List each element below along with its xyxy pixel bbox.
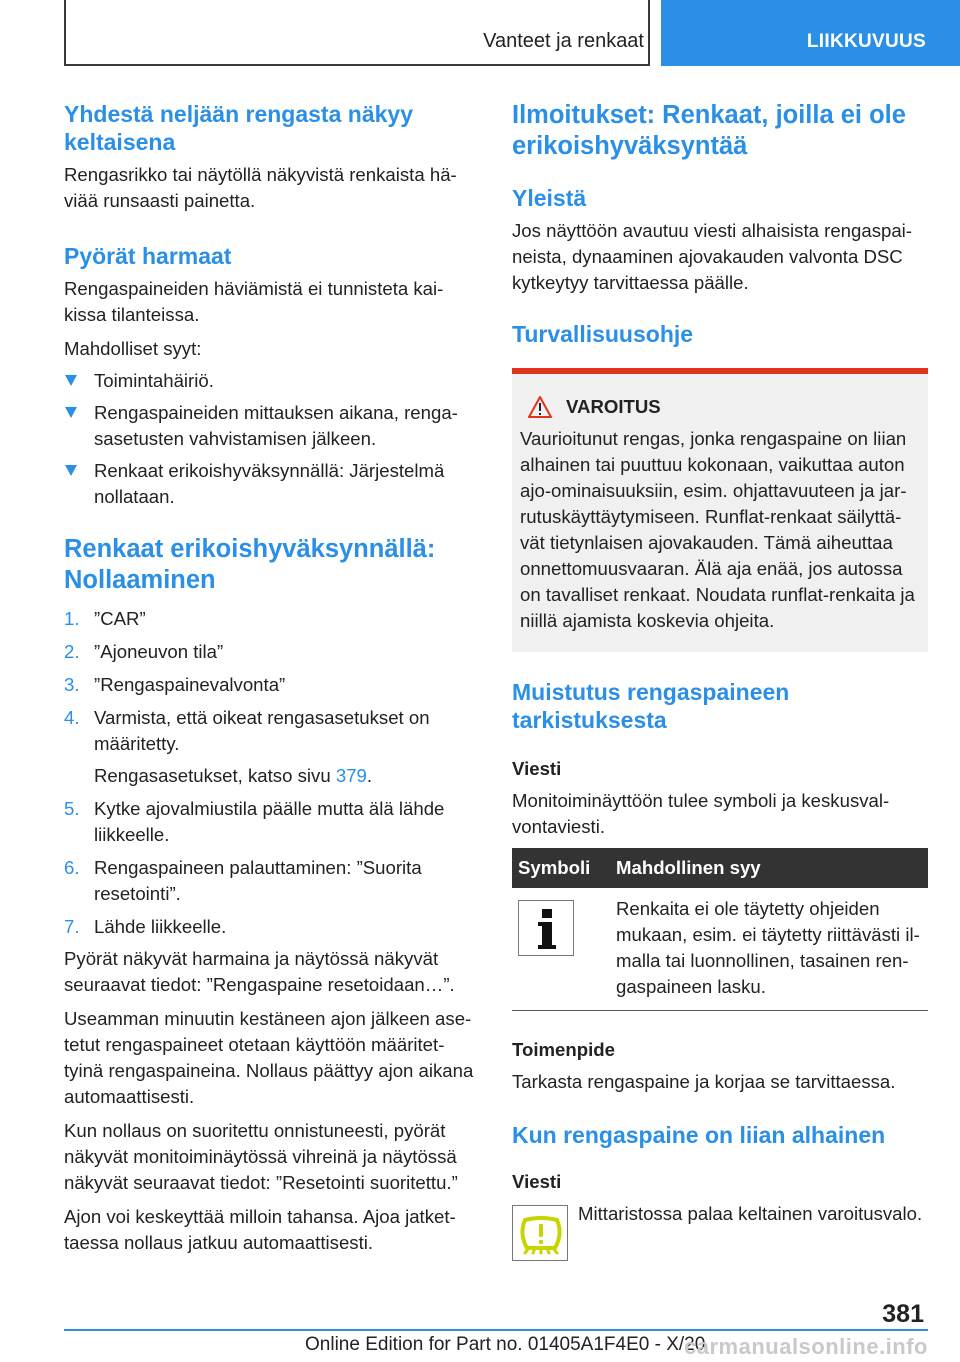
list-item: Renkaat erikoishyväksynnällä: Järjestelmä nollataan. xyxy=(64,458,478,510)
text-possible-causes: Mahdolliset syyt: xyxy=(64,338,202,359)
tyre-pressure-warning-icon xyxy=(512,1205,568,1261)
heading-safety: Turvallisuusohje xyxy=(512,321,694,347)
heading-yellow-tyres: Yhdestä neljään rengasta näkyy keltaisena xyxy=(64,101,413,155)
warning-triangle-icon xyxy=(528,396,552,418)
symbol-table xyxy=(512,848,928,1011)
header-chapter-tab[interactable] xyxy=(661,0,960,66)
bullet-triangle-icon xyxy=(65,465,77,476)
step-item: 3. ”Rengaspainevalvonta” xyxy=(64,674,286,695)
warning-box xyxy=(512,368,928,652)
subheading-message: Viesti xyxy=(512,758,562,779)
heading-low-pressure: Kun rengaspaine on liian alhainen xyxy=(512,1122,886,1148)
warning-text: Vaurioitunut rengas, jonka rengaspaine on liian alhainen tai puuttuu kokonaan, vaikuttaa auton ajo-ominaisuuksiin, esim. ohjattavuuteen ja jar-rutuskäyttäytymiseen. Runflat-renkaat säilyttä-vät tietynlaisen ajovakauden. Tämä aiheuttaa onnettomuusvaaran. Älä aja enää, jos autossa on tavalliset renkaat. Noudata runflat-renkaita ja niillä ajamista koskevia ohjeita. xyxy=(520,428,915,631)
step-item: 2. ”Ajoneuvon tila” xyxy=(64,641,224,662)
text-after-reset-1: Pyörät näkyvät harmaina ja näytössä näkyvät seuraavat tiedot: ”Rengaspaine resetoidaan…”. xyxy=(64,948,455,995)
bullet-triangle-icon xyxy=(65,375,77,386)
text-message: Monitoiminäyttöön tulee symboli ja keskusval-vontaviesti. xyxy=(512,790,890,837)
text-after-reset-2: Useamman minuutin kestäneen ajon jälkeen ase-tetut rengaspaineet otetaan käyttöön määritet-tyinä rengaspaineina. Nollaus päättyy ajon aikana automaattisesti. xyxy=(64,1008,474,1107)
text-grey-tyres: Rengaspaineiden häviämistä ei tunnisteta kai-kissa tilanteissa. xyxy=(64,278,444,325)
step-note: Rengasasetukset, katso sivu 379. xyxy=(94,765,373,786)
header-section-title: Vanteet ja renkaat xyxy=(483,30,644,52)
heading-grey-tyres: Pyörät harmaat xyxy=(64,243,232,269)
text-general: Jos näyttöön avautuu viesti alhaisista rengaspai-neista, dynaaminen ajovakauden valvonta DSC kytkeytyy tarvittaessa päälle. xyxy=(512,220,913,293)
warning-light-row xyxy=(512,1201,928,1261)
warning-title: VAROITUS xyxy=(566,396,661,417)
subheading-message-2: Viesti xyxy=(512,1171,562,1192)
left-column xyxy=(64,100,478,1256)
table-row xyxy=(512,888,928,1011)
step-item: 1. ”CAR” xyxy=(64,608,146,629)
step-item: 4. Varmista, että oikeat rengasasetukset on määritetty. xyxy=(64,707,430,754)
text-message-2: Mittaristossa palaa keltainen varoitusvalo. xyxy=(578,1203,923,1224)
heading-general: Yleistä xyxy=(512,185,587,211)
bullet-triangle-icon xyxy=(65,407,77,418)
header-chapter-label: LIIKKUVUUS xyxy=(806,31,926,52)
list-item: Rengaspaineiden mittauksen aikana, renga-sasetusten vahvistamisen jälkeen. xyxy=(64,400,478,452)
right-column xyxy=(512,100,928,1261)
watermark: carmanualsonline.info xyxy=(684,1334,928,1359)
heading-pressure-reminder: Muistutus rengaspaineen tarkistuksesta xyxy=(512,679,790,733)
footer-divider xyxy=(64,1329,928,1331)
heading-notices: Ilmoitukset: Renkaat, joilla ei ole erikoishyväksyntää xyxy=(512,101,906,160)
step-item: 5. Kytke ajovalmiustila päälle mutta älä lähde liikkeelle. xyxy=(64,798,445,845)
table-header-cause: Mahdollinen syy xyxy=(610,848,928,888)
heading-reset: Renkaat erikoishyväksynnällä: Nollaaminen xyxy=(64,535,436,594)
page-number: 381 xyxy=(882,1300,924,1328)
list-item: Toimintahäiriö. xyxy=(64,368,478,394)
step-item: 6. Rengaspaineen palauttaminen: ”Suorita resetointi”. xyxy=(64,857,422,904)
subheading-action: Toimenpide xyxy=(512,1039,615,1060)
text-after-reset-4: Ajon voi keskeyttää milloin tahansa. Ajoa jatket-taessa nollaus jatkuu automaattisesti. xyxy=(64,1206,456,1253)
table-header-row xyxy=(512,848,928,888)
step-item: 7. Lähde liikkeelle. xyxy=(64,916,227,937)
text-yellow-tyres: Rengasrikko tai näytöllä näkyvistä renkaista hä-viää runsaasti painetta. xyxy=(64,164,457,211)
warning-header xyxy=(528,394,920,420)
table-header-symbol: Symboli xyxy=(512,848,610,888)
info-icon xyxy=(518,900,574,956)
page-link[interactable]: 379 xyxy=(335,765,367,786)
footer-edition: Online Edition for Part no. 01405A1F4E0 - X/20 xyxy=(305,1334,706,1355)
text-action: Tarkasta rengaspaine ja korjaa se tarvittaessa. xyxy=(512,1071,896,1092)
text-after-reset-3: Kun nollaus on suoritettu onnistuneesti, pyörät näkyvät monitoiminäytössä vihreinä ja näytössä näkyvät seuraavat tiedot: ”Resetointi suoritettu.” xyxy=(64,1120,458,1193)
table-cell-cause: Renkaita ei ole täytetty ohjeiden mukaan, esim. ei täytetty riittävästi il-malla tai luonnollinen, tasainen ren-gaspaineen lasku. xyxy=(610,888,928,1011)
